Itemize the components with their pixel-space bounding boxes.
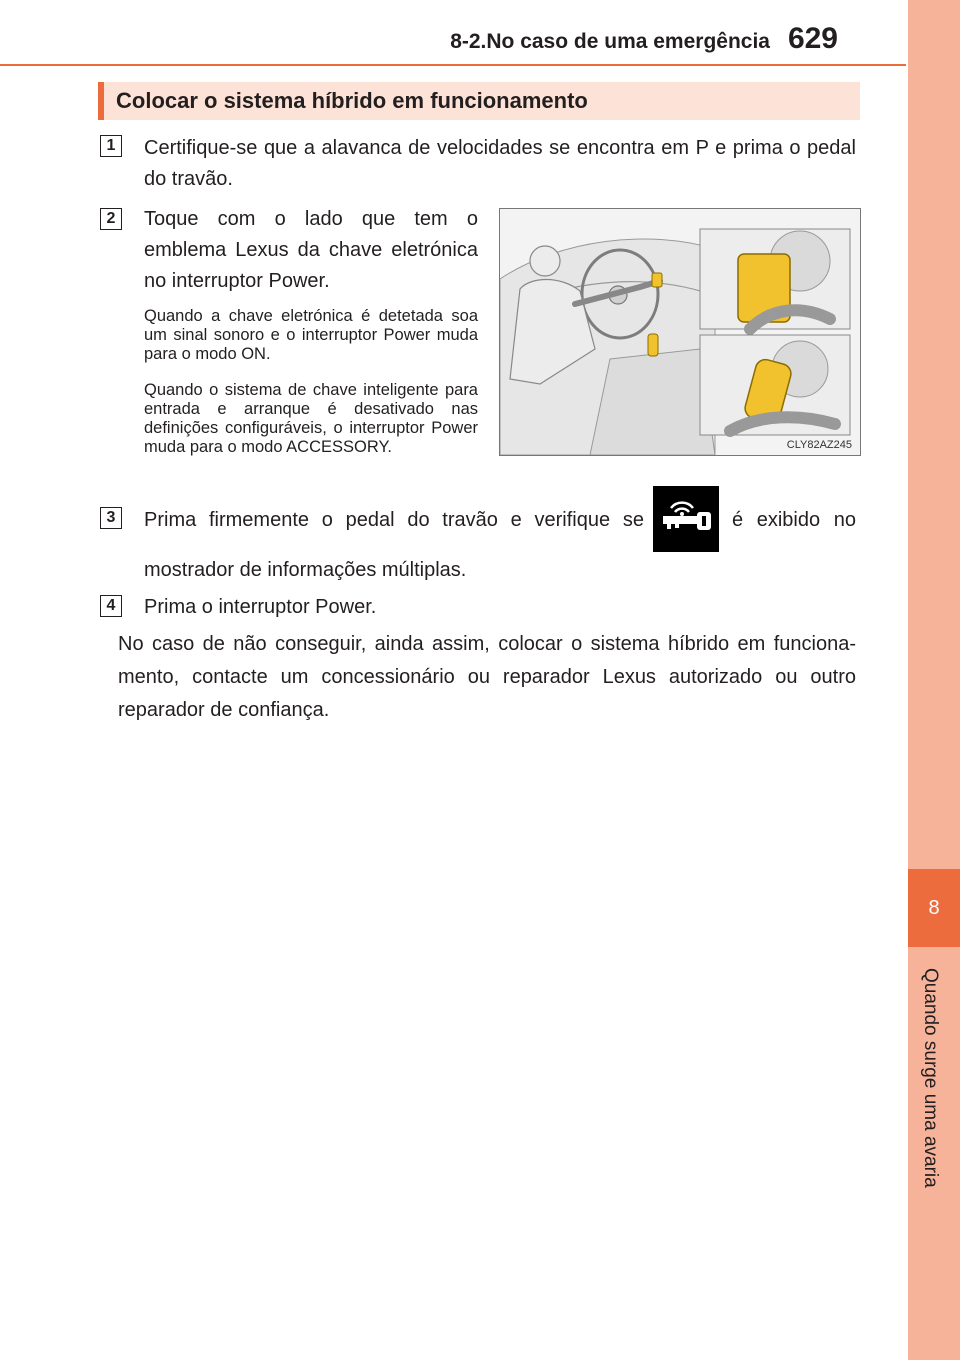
step-1-text: Certifique-se que a alavanca de velocidades se encontra em P e prima o pedal do travão. <box>144 137 856 190</box>
step-3-text-line-2: mostrador de informações múltiplas. <box>144 559 467 581</box>
step-2-note-2: Quando o sistema de chave inteligente para entrada e arranque é desativado nas definições configuráveis, o interruptor Power muda para o modo ACCESSORY. <box>144 381 478 456</box>
header-rule <box>0 64 906 66</box>
chapter-label <box>916 968 944 1208</box>
chapter-label-text: Quando surge uma avaria <box>920 968 941 1188</box>
closing-paragraph: No caso de não conseguir, ainda assim, colocar o sistema híbrido em funciona-mento, contacte um concessionário ou reparador Lexus autorizado ou outro reparador de confiança. <box>118 633 856 721</box>
step-number-4: 4 <box>100 595 122 617</box>
figure-code: CLY82AZ245 <box>786 439 852 451</box>
step-number-2: 2 <box>100 208 122 230</box>
step-3-text-before: Prima firmemente o pedal do travão e verifique se <box>144 509 644 531</box>
section-heading <box>98 82 860 120</box>
step-2-note-1: Quando a chave eletrónica é detetada soa um sinal sonoro e o interruptor Power muda para o modo ON. <box>144 307 478 363</box>
header-section-title: 8-2.No caso de uma emergência <box>450 30 770 53</box>
illustration-drawing <box>500 209 860 455</box>
page-number: 629 <box>787 22 838 55</box>
page-header <box>0 0 906 66</box>
chapter-number-tab[interactable]: 8 <box>908 869 960 947</box>
step-4-text: Prima o interruptor Power. <box>144 596 377 618</box>
key-signal-icon <box>653 486 719 552</box>
step-number-1: 1 <box>100 135 122 157</box>
step-3-text-after: é exibido no <box>732 509 856 531</box>
section-heading-title: Colocar o sistema híbrido em funcionamento <box>116 88 588 113</box>
step-number-3: 3 <box>100 507 122 529</box>
smart-key-indicator-icon <box>653 486 719 552</box>
section-heading-bar <box>98 82 104 120</box>
step-2-text: Toque com o lado que tem o emblema Lexus da chave eletrónica no interruptor Power. <box>144 208 478 292</box>
illustration-power-switch <box>499 208 861 456</box>
